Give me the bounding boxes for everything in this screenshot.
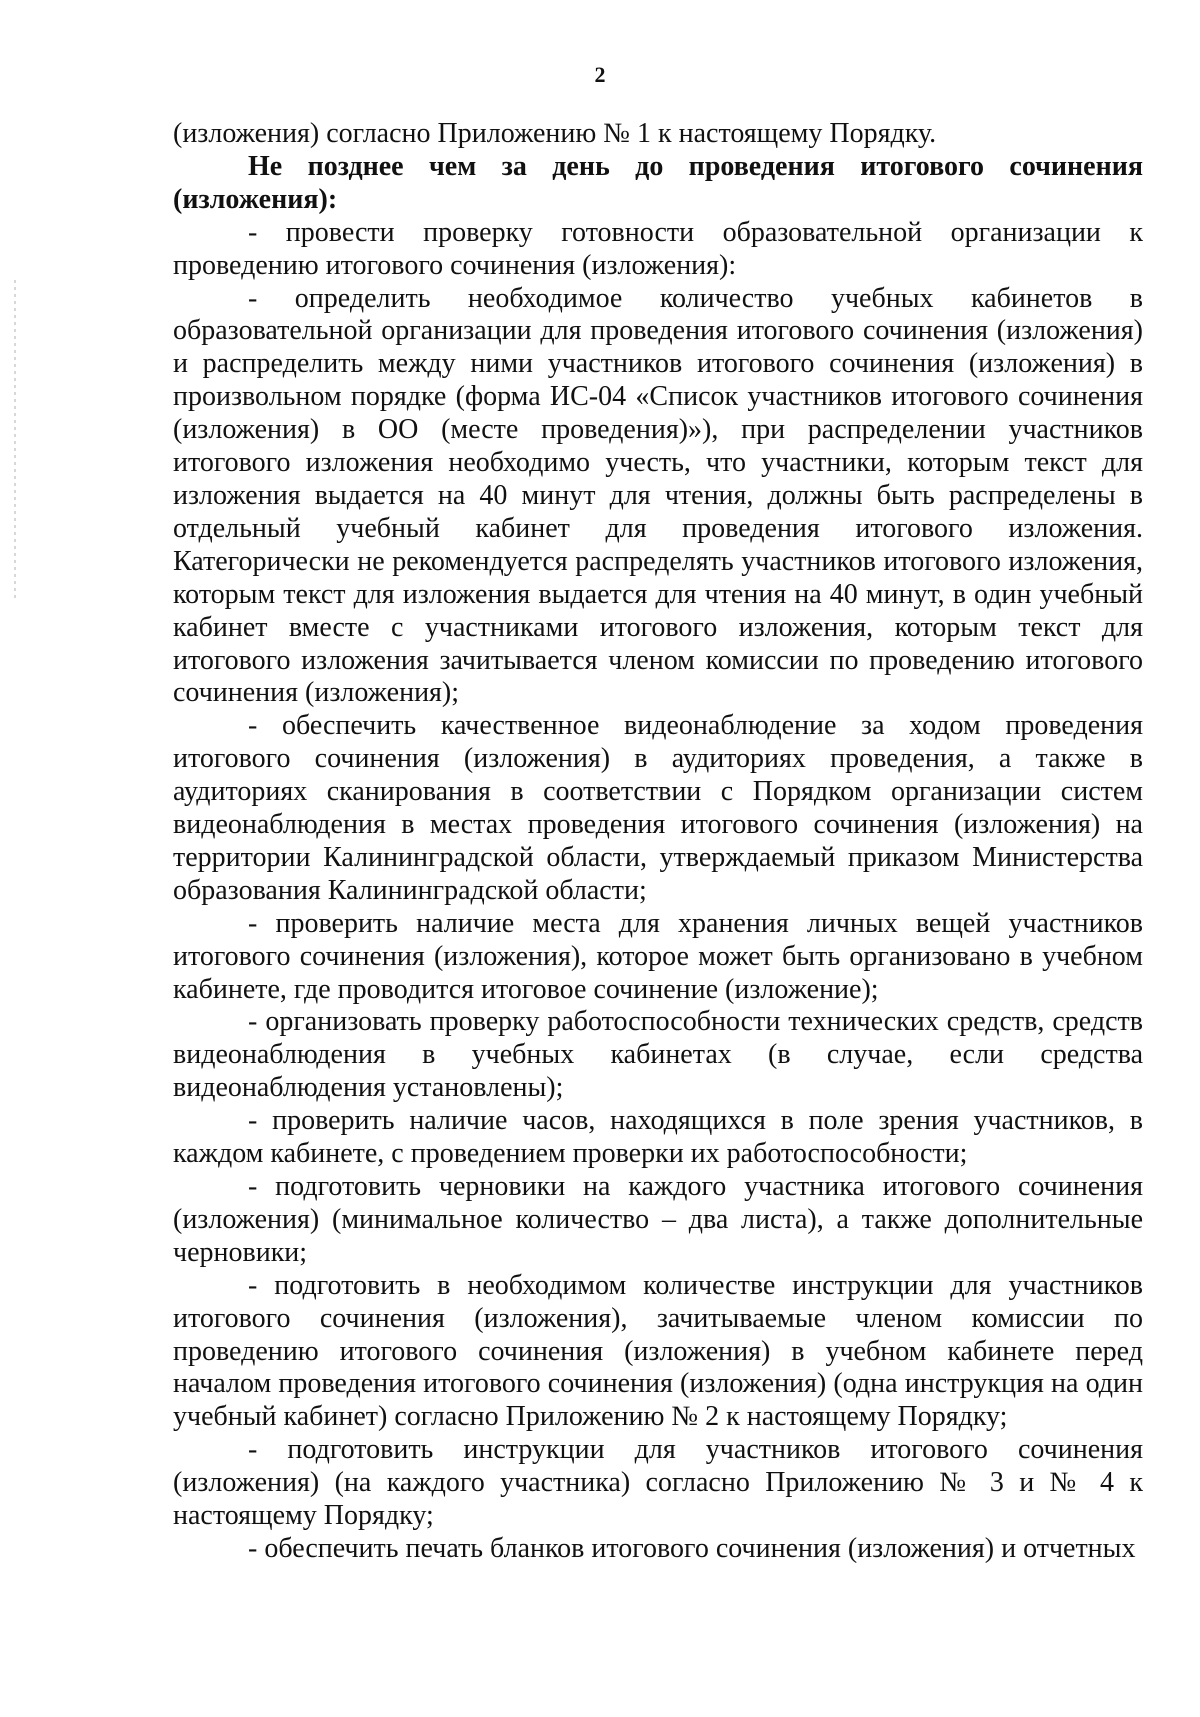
list-item-video-surveillance: - обеспечить качественное видеонаблюдение за ходом проведения итогового сочинения (изложения) в аудиториях проведения, а также в аудиториях сканирования в соответствии с Порядком организации систем видеонаблюдения в местах проведения итогового сочинения (изложения) на территории Калининградской области, утверждаемый приказом Министерства образования Калининградской области; (173, 710, 1143, 906)
scan-edge-mark (14, 280, 16, 600)
section-heading: Не позднее чем за день до проведения итогового сочинения (изложения): (173, 150, 1143, 215)
paragraph-continuation: (изложения) согласно Приложению № 1 к настоящему Порядку. (173, 118, 937, 149)
list-item-equipment-check: - организовать проверку работоспособности технических средств, средств видеонаблюдения в учебных кабинетах (в случае, если средства видеонаблюдения установлены); (173, 1006, 1143, 1104)
list-item-readiness-check: - провести проверку готовности образовательной организации к проведению итогового сочинения (изложения): (173, 216, 1143, 281)
document-body (173, 118, 1143, 1566)
list-item-drafts: - подготовить черновики на каждого участника итогового сочинения (изложения) (минимальное количество – два листа), а также дополнительные черновики; (173, 1171, 1143, 1268)
list-item-instructions-participants: - подготовить инструкции для участников итогового сочинения (изложения) (на каждого участника) согласно Приложению № 3 и № 4 к настоящему Порядку; (173, 1434, 1143, 1532)
list-item-instructions-read: - подготовить в необходимом количестве инструкции для участников итогового сочинения (изложения), зачитываемые членом комиссии по проведению итогового сочинения (изложения) в учебном кабинете перед началом проведения итогового сочинения (изложения) (одна инструкция на один учебный кабинет) согласно Приложению № 2 к настоящему Порядку; (173, 1269, 1143, 1433)
page-number: 2 (594, 62, 606, 87)
list-item-belongings-storage: - проверить наличие места для хранения личных вещей участников итогового сочинения (изложения), которое может быть организовано в учебном кабинете, где проводится итоговое сочинение (изложение); (173, 907, 1143, 1005)
list-item-classrooms: - определить необходимое количество учебных кабинетов в образовательной организации для проведения итогового сочинения (изложения) и распределить между ними участников итогового сочинения (изложения) в произвольном порядке (форма ИС-04 «Список участников итогового сочинения (изложения) в ОО (месте проведения)»), при распределении участников итогового изложения необходимо учесть, что участники, которым текст для изложения выдается на 40 минут для чтения, должны быть распределены в отдельный учебный кабинет для проведения итогового изложения. Категорически не рекомендуется распределять участников итогового изложения, которым текст для изложения выдается для чтения на 40 минут, в один учебный кабинет вместе с участниками итогового изложения, которым текст для итогового изложения зачитывается членом комиссии по проведению итогового сочинения (изложения); (173, 282, 1143, 709)
list-item-clocks: - проверить наличие часов, находящихся в поле зрения участников, в каждом кабинете, с проведением проверки их работоспособности; (173, 1105, 1143, 1170)
list-item-print-forms: - обеспечить печать бланков итогового сочинения (изложения) и отчетных (248, 1532, 1136, 1564)
